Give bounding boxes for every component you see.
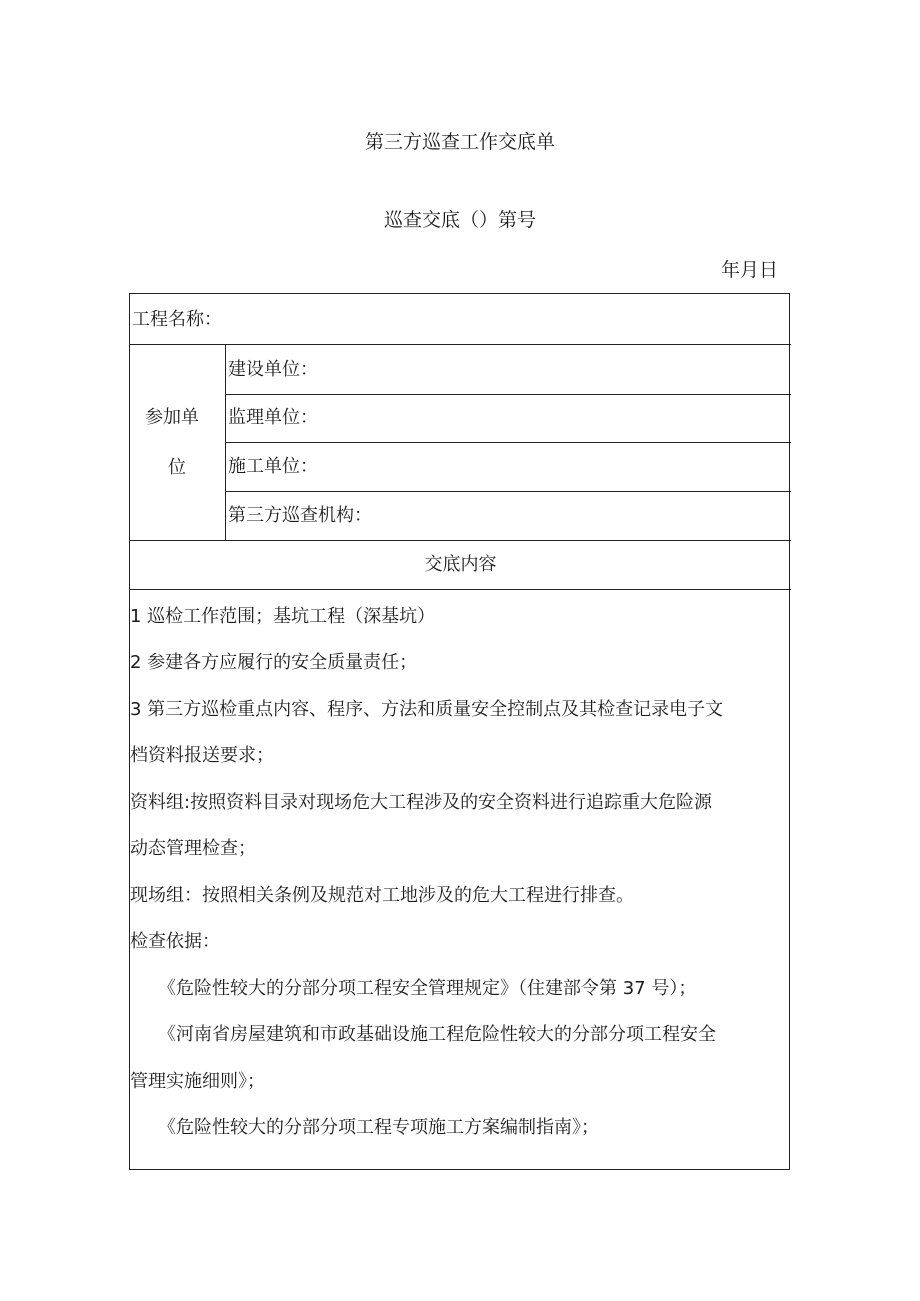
- contractor-unit-label: 施工单位：: [228, 456, 318, 477]
- content-line: 管理实施细则》；: [130, 1071, 265, 1092]
- content-line: 3 第三方巡检重点内容、程序、方法和质量安全控制点及其检查记录电子文: [130, 699, 724, 720]
- row-divider: [130, 540, 791, 541]
- participants-label: 参加单: [145, 407, 199, 428]
- content-line: 1 巡检工作范围；基坑工程（深基坑）: [130, 606, 436, 627]
- content-header: 交底内容: [424, 554, 497, 575]
- document-title: 第三方巡查工作交底单: [364, 131, 555, 153]
- content-line: 《河南省房屋建筑和市政基础设施工程危险性较大的分部分项工程安全: [158, 1024, 716, 1045]
- document-date: 年月日: [720, 259, 778, 281]
- row-divider: [130, 344, 791, 345]
- document-subtitle: 巡查交底（）第号: [383, 209, 536, 231]
- row-divider: [225, 442, 791, 443]
- row-divider: [225, 394, 791, 395]
- content-line: 《危险性较大的分部分项工程安全管理规定》（住建部令第 37 号）；: [158, 978, 697, 999]
- supervision-unit-label: 监理单位：: [228, 407, 318, 428]
- row-divider: [130, 589, 791, 590]
- content-line: 《危险性较大的分部分项工程专项施工方案编制指南》；: [158, 1117, 599, 1138]
- content-line: 档资料报送要求；: [130, 745, 274, 766]
- content-line: 检查依据：: [130, 931, 220, 952]
- content-line: 现场组：按照相关条例及规范对工地涉及的危大工程进行排查。: [130, 885, 634, 906]
- content-line: 资料组:按照资料目录对现场危大工程涉及的安全资料进行追踪重大危险源: [130, 792, 713, 813]
- project-name-label: 工程名称：: [132, 309, 222, 330]
- handover-form-table: [129, 293, 790, 1170]
- participants-label-cont: 位: [168, 457, 186, 478]
- column-divider: [225, 344, 226, 540]
- content-line: 动态管理检查；: [130, 838, 256, 859]
- row-divider: [225, 491, 791, 492]
- construction-unit-label: 建设单位：: [228, 359, 318, 380]
- content-line: 2 参建各方应履行的安全质量责任；: [130, 652, 418, 673]
- third-party-inspector-label: 第三方巡查机构：: [228, 505, 372, 526]
